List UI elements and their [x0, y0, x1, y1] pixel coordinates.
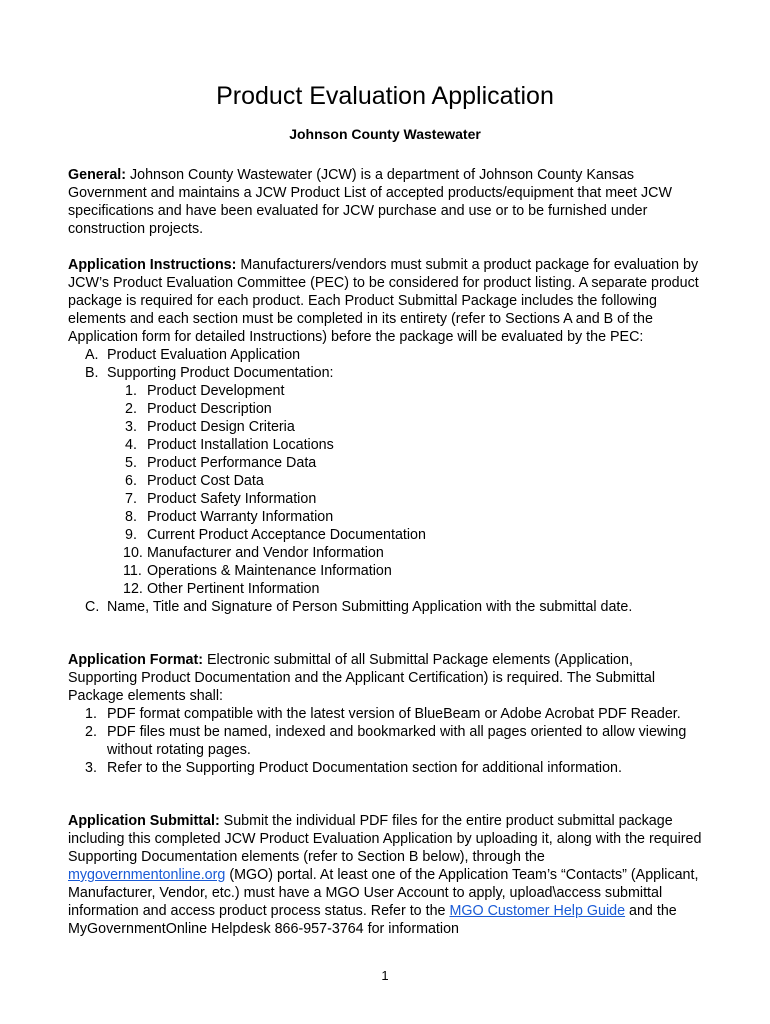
- general-text: Johnson County Wastewater (JCW) is a department of Johnson County Kansas Government and maintains a JCW Product List of accepted products/equipment that meet JCW specifications and have been evaluated for JCW purchase and use or to be furnished under construction projects.: [68, 167, 672, 237]
- list-item: 1. PDF format compatible with the latest version of BlueBeam or Adobe Acrobat PDF Reader.: [85, 706, 681, 722]
- general-label: General:: [68, 167, 127, 183]
- format-paragraph: [68, 651, 704, 705]
- instructions-paragraph: [68, 256, 704, 346]
- list-item-a: A. Product Evaluation Application: [85, 347, 301, 363]
- instructions-list-c: [68, 598, 704, 616]
- list-item: 10. Manufacturer and Vendor Information: [123, 545, 384, 561]
- list-item-c: C. Name, Title and Signature of Person Submitting Application with the submittal date.: [85, 599, 633, 615]
- general-paragraph: [68, 166, 704, 238]
- list-item: 9. Current Product Acceptance Documentation: [125, 527, 426, 543]
- submittal-label: Application Submittal:: [68, 813, 220, 829]
- format-label: Application Format:: [68, 652, 204, 668]
- list-item: 4. Product Installation Locations: [125, 437, 334, 453]
- mgo-help-guide-link[interactable]: MGO Customer Help Guide: [449, 903, 626, 919]
- submittal-paragraph: Application Submittal: Submit the individual PDF files for the entire product submittal package including this completed JCW Product Evaluation Application by uploading it, along with the required Supporting Documentation elements (refer to Section B below), through the mygovernmentonline.org (MGO) portal. At least one of the Application Team’s “Contacts” (Applicant, Manufacturer, Vendor, etc.) must have a MGO User Account to apply, upload\access submittal information and access product process status. Refer to the MGO Customer Help Guide and the MyGovernmentOnline Helpdesk 866-957-3764 for information: [68, 813, 702, 937]
- list-item: 3. Refer to the Supporting Product Documentation section for additional information.: [85, 760, 622, 776]
- instructions-label: Application Instructions:: [68, 257, 237, 273]
- documentation-list: [68, 382, 704, 598]
- list-item: 3. Product Design Criteria: [125, 419, 295, 435]
- list-item: 6. Product Cost Data: [125, 473, 264, 489]
- list-item: 2. PDF files must be named, indexed and bookmarked with all pages oriented to allow viewing without rotating pages.: [85, 724, 687, 758]
- format-section: [68, 651, 704, 777]
- list-item-b: B. Supporting Product Documentation:: [85, 365, 334, 381]
- instructions-text: Manufacturers/vendors must submit a product package for evaluation by JCW’s Product Evaluation Committee (PEC) to be considered for product listing. A separate product package is required for each product. Each Product Submittal Package includes the following elements and each section must be completed in its entirety (refer to Sections A and B of the Application form for detailed Instructions) before the package will be evaluated by the PEC:: [68, 257, 699, 345]
- page-subtitle: Johnson County Wastewater: [289, 126, 481, 142]
- page-number: 1: [381, 968, 389, 983]
- list-item: 8. Product Warranty Information: [125, 509, 334, 525]
- list-item: 11. Operations & Maintenance Information: [123, 563, 392, 579]
- format-list: [68, 705, 704, 777]
- list-item: 1. Product Development: [125, 383, 285, 399]
- list-item: 5. Product Performance Data: [125, 455, 317, 471]
- page-title: Product Evaluation Application: [216, 82, 554, 110]
- list-item: 7. Product Safety Information: [125, 491, 317, 507]
- list-item: 2. Product Description: [125, 401, 272, 417]
- instructions-list: [68, 346, 704, 382]
- list-item: 12. Other Pertinent Information: [123, 581, 320, 597]
- instructions-section: [68, 256, 704, 616]
- mgo-portal-link[interactable]: mygovernmentonline.org: [68, 867, 226, 883]
- format-text: Electronic submittal of all Submittal Package elements (Application, Supporting Product Documentation and the Applicant Certification) is required. The Submittal Package elements shall:: [68, 652, 656, 704]
